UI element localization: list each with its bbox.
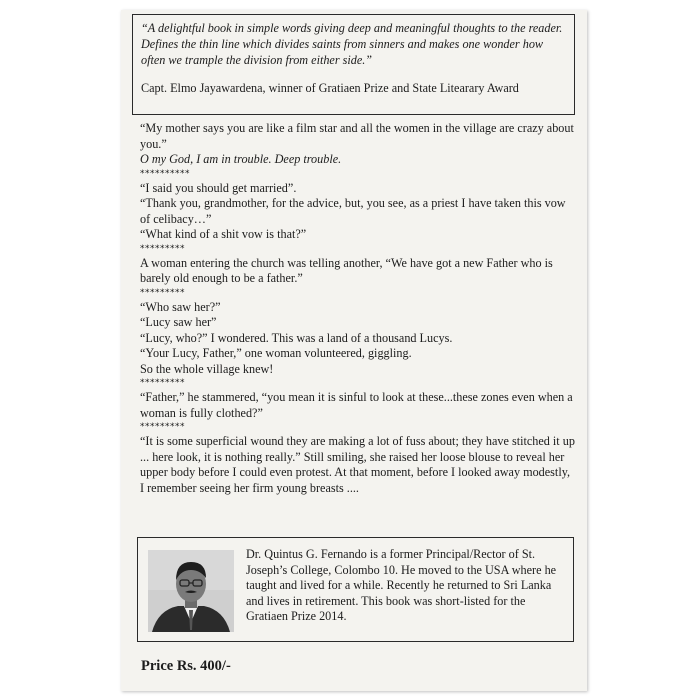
excerpt-paragraph: “Thank you, grandmother, for the advice, but, you see, as a priest I have taken this vow of celibacy…” bbox=[140, 196, 566, 226]
excerpt-paragraph: A woman entering the church was telling another, “We have got a new Father who is barely old enough to be a father.” bbox=[140, 255, 553, 285]
excerpt-paragraph: “I said you should get married”. bbox=[140, 180, 297, 195]
separator-stars: ********* bbox=[140, 422, 185, 432]
author-portrait-image bbox=[148, 550, 234, 632]
excerpt-paragraph: “Lucy, who?” I wondered. This was a land of a thousand Lucys. bbox=[140, 330, 453, 345]
book-back-cover bbox=[121, 10, 587, 691]
excerpt-paragraph: “It is some superficial wound they are making a lot of fuss about; they have stitched it up ... here look, it is nothing really.” Still smiling, she raised her loose blouse to reveal her upper body before I could even protest. At that moment, before I looked away modestly, I remember seeing her firm young breasts .... bbox=[140, 434, 575, 495]
excerpt-paragraph: “Your Lucy, Father,” one woman volunteered, giggling. bbox=[140, 346, 412, 360]
excerpts-section bbox=[140, 121, 576, 496]
price-label: Price Rs. 400/- bbox=[141, 658, 231, 674]
separator-stars: ********* bbox=[140, 287, 185, 298]
separator-stars: ********* bbox=[140, 378, 185, 388]
endorsement-author: Capt. Elmo Jayawardena, winner of Gratiaen Prize and State Litearary Award bbox=[141, 81, 519, 95]
author-photo bbox=[148, 550, 234, 632]
separator-stars: ********* bbox=[140, 243, 185, 254]
excerpt-paragraph: “Father,” he stammered, “you mean it is sinful to look at these...these zones even when a woman is fully clothed?” bbox=[140, 390, 573, 420]
excerpt-paragraph: “Who saw her?” bbox=[140, 299, 221, 314]
excerpt-paragraph: “What kind of a shit vow is that?” bbox=[140, 227, 307, 241]
excerpt-paragraph: O my God, I am in trouble. Deep trouble. bbox=[140, 152, 342, 166]
endorsement-quote-box bbox=[132, 14, 575, 115]
author-bio-box bbox=[137, 537, 574, 642]
author-bio: Dr. Quintus G. Fernando is a former Principal/Rector of St. Joseph’s College, Colombo 10. He moved to the USA where he taught and lived for a while. Recently he returned to Sri Lanka and lives in retirement. This book was short-listed for the Gratiaen Prize 2014. bbox=[246, 547, 557, 624]
excerpt-paragraph: “My mother says you are like a film star and all the women in the village are crazy about you.” bbox=[140, 121, 574, 151]
separator-stars: ********** bbox=[140, 168, 190, 179]
excerpt-paragraph: So the whole village knew! bbox=[140, 361, 274, 376]
excerpt-paragraph: “Lucy saw her” bbox=[140, 315, 217, 329]
endorsement-quote: “A delightful book in simple words giving deep and meaningful thoughts to the reader. Defines the thin line which divides saints from sinners and makes one wonder how often we trample the division from either side.” bbox=[141, 21, 563, 67]
